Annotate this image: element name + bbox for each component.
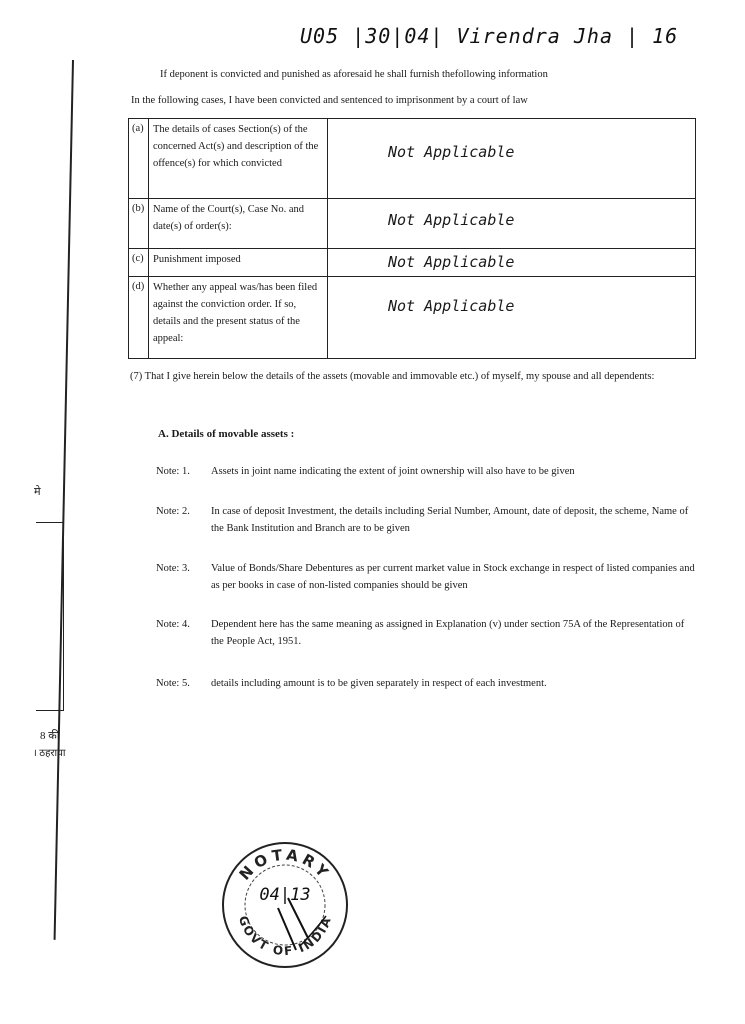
row-value [328, 277, 696, 359]
table-row [129, 249, 696, 277]
seal-handwritten-date: 04|13 [259, 885, 311, 905]
row-label: (a) [129, 119, 149, 199]
intro-line-1: If deponent is convicted and punished as aforesaid he shall furnish thefollowing information [160, 69, 548, 80]
conviction-table [128, 118, 696, 359]
row-value [328, 199, 696, 249]
notary-seal [218, 838, 352, 972]
note-label: Note: 1. [156, 466, 190, 477]
note-label: Note: 3. [156, 563, 190, 574]
note-text: Assets in joint name indicating the extent of joint ownership will also have to be given [211, 466, 575, 477]
section-7: (7) That I give herein below the details of the assets (movable and immovable etc.) of myself, my spouse and all dependents: [130, 371, 655, 382]
margin-bracket-vertical [63, 522, 64, 710]
note-text: details including amount is to be given separately in respect of each investment. [211, 678, 547, 689]
seal-top-text: NOTARY [235, 845, 335, 884]
margin-fragment: 8 की [40, 730, 60, 742]
row-label: (b) [129, 199, 149, 249]
margin-bracket-bottom [36, 710, 64, 711]
note-text: Dependent here has the same meaning as assigned in Explanation (v) under section 75A of the Representation of the People Act, 1951. [211, 619, 685, 647]
note-text: Value of Bonds/Share Debentures as per current market value in Stock exchange in respect of listed companies and as per books in case of non-listed companies should be given [211, 563, 695, 591]
svg-text:GOVT OF INDIA [236, 914, 334, 958]
handwritten-value: Not Applicable [388, 143, 515, 161]
note-label: Note: 2. [156, 506, 190, 517]
table-row [129, 277, 696, 359]
page-edge-line [54, 60, 74, 940]
svg-text:NOTARY [236, 846, 335, 884]
handwritten-value: Not Applicable [388, 253, 515, 271]
row-description: Name of the Court(s), Case No. and date(s) of order(s): [149, 199, 328, 249]
handwritten-value: Not Applicable [388, 211, 515, 229]
note-label: Note: 4. [156, 619, 190, 630]
row-label: (c) [129, 249, 149, 277]
note-label: Note: 5. [156, 678, 190, 689]
margin-fragment: । ठहराया [33, 748, 66, 759]
table-row [129, 199, 696, 249]
table-row [129, 119, 696, 199]
handwritten-value: Not Applicable [388, 297, 515, 315]
intro-line-2: In the following cases, I have been convicted and sentenced to imprisonment by a court of law [131, 95, 528, 106]
note-text: In case of deposit Investment, the details including Serial Number, Amount, date of deposit, the scheme, Name of the Bank Institution and Branch are to be given [211, 506, 689, 534]
margin-bracket [36, 522, 64, 523]
row-label: (d) [129, 277, 149, 359]
row-value [328, 119, 696, 199]
margin-fragment: मे [34, 486, 41, 498]
seal-bottom-text: GOVT OF INDIA [235, 914, 335, 959]
heading-movable-assets: A. Details of movable assets : [158, 428, 295, 440]
row-value [328, 249, 696, 277]
handwritten-header: U05 |30|04| Virendra Jha | 16 [300, 24, 679, 48]
row-description: The details of cases Section(s) of the concerned Act(s) and description of the offence(s) for which convicted [149, 119, 328, 199]
row-description: Punishment imposed [149, 249, 328, 277]
row-description: Whether any appeal was/has been filed against the conviction order. If so, details and the present status of the appeal: [149, 277, 328, 359]
